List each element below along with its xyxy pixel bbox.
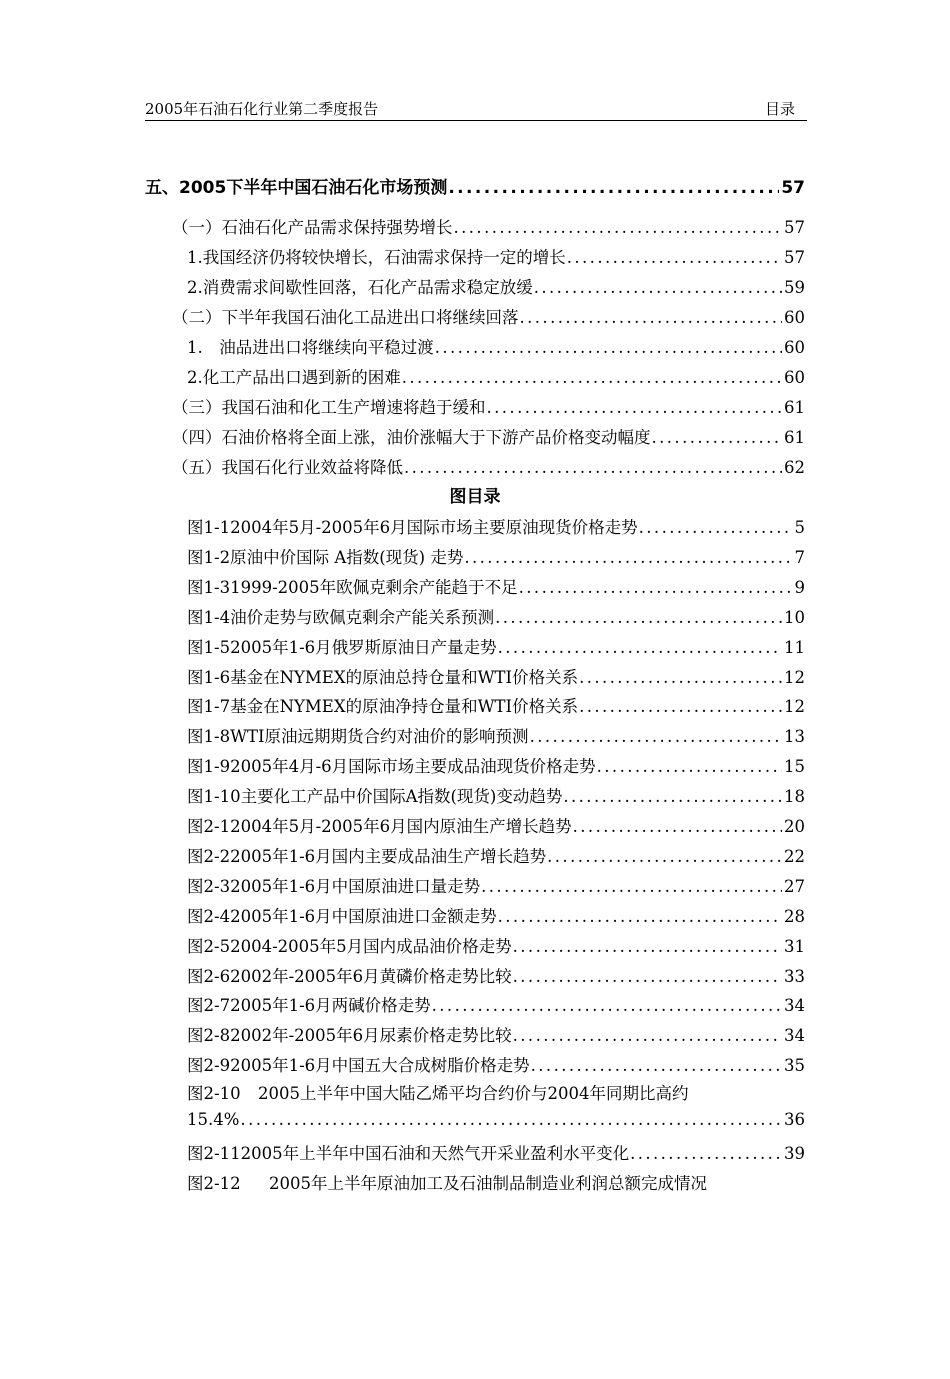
figure-entry[interactable] [187,933,805,957]
figure-page: 18 [784,787,805,807]
leader-dots [498,638,782,657]
figure-page: 11 [784,637,805,657]
figure-title: 2004年5月-2005年6月国内原油生产增长趋势 [230,817,572,836]
toc-section[interactable]: （三）我国石油和化工生产增速将趋于缓和 ..... 61 [172,394,805,418]
figure-page: 31 [784,936,805,956]
figure-label: 图1-5 [187,637,231,657]
figure-label: 图2-2 [187,846,231,866]
leader-dots [513,937,782,956]
toc-chapter[interactable]: 五、2005下半年中国石油石化市场预测 ..... 57 [145,173,805,198]
figure-title: 原油中价国际 A指数(现货) 走势 [230,547,464,567]
figure-label: 图1-9 [187,757,231,777]
leader-dots [448,178,779,198]
figure-label: 图2-1 [187,817,231,836]
figure-label: 图2-5 [187,936,231,956]
leader-dots [513,967,782,986]
figure-page: 34 [784,1026,805,1046]
figure-entry[interactable] [187,544,805,568]
figure-title: 2005年1-6月俄罗斯原油日产量走势 [230,637,497,657]
figure-label: 图1-10 [187,787,241,807]
figure-page: 12 [784,697,805,717]
figure-entry[interactable]: 图2-10 2005上半年中国大陆乙烯平均合约价与2004年同期比高约 [187,1084,689,1103]
leader-dots [579,697,782,716]
figure-entry[interactable] [187,992,805,1016]
toc-section[interactable]: 2.化工产品出口遇到新的困难 ..... 60 [187,364,805,388]
figure-page: 5 [794,518,805,537]
figure-label: 图1-4 [187,607,231,627]
leader-dots [579,668,782,687]
figure-page: 20 [784,817,805,836]
figure-title: 2005年1-6月中国原油进口金额走势 [230,906,497,926]
figure-entry[interactable] [187,634,805,658]
figure-title: 2002年-2005年6月黄磷价格走势比较 [230,966,512,986]
section-name: 目录 [764,100,795,118]
figure-label: 图2-4 [187,906,231,926]
figure-title: 主要化工产品中价国际A指数(现货)变动趋势 [240,787,563,807]
figure-entry[interactable] [187,813,805,837]
report-title: 2005年石油石化行业第二季度报告 [145,100,379,118]
figure-page: 34 [784,996,805,1016]
figure-page: 33 [784,966,805,986]
figure-entry[interactable] [187,1052,805,1076]
figure-title: 基金在NYMEX的原油总持仓量和WTI价格关系 [230,667,579,687]
toc-section[interactable]: 1.我国经济仍将较快增长，石油需求保持一定的增长 ..... 57 [187,244,805,268]
figure-entry[interactable] [187,1022,805,1046]
leader-dots [495,608,782,627]
figure-label: 图1-7 [187,697,231,717]
figure-page: 22 [784,846,805,866]
figure-page: 9 [794,577,805,597]
figure-index-title: 图目录 [449,487,501,507]
figure-entry[interactable] [187,903,805,927]
figure-label: 图1-2 [187,547,231,567]
toc-section[interactable]: （四）石油价格将全面上涨，油价涨幅大于下游产品价格变动幅度 ..... 61 [172,424,805,448]
figure-entry[interactable] [187,753,805,777]
figure-label: 图1-8 [187,727,231,747]
leader-dots [498,907,782,926]
figure-entry[interactable] [187,514,805,538]
leader-dots [432,996,782,1015]
figure-page: 12 [784,667,805,687]
figure-title: 1999-2005年欧佩克剩余产能趋于不足 [230,577,518,597]
figure-entry[interactable] [187,783,805,807]
leader-dots [563,787,782,806]
leader-dots [519,578,793,597]
figure-title: 2004年5月-2005年6月国际市场主要原油现货价格走势 [230,518,638,537]
figure-page: 7 [794,547,805,567]
figure-entry[interactable] [187,664,805,688]
toc-section[interactable]: （二）下半年我国石油化工品进出口将继续回落 ..... 60 [172,304,805,328]
toc-section[interactable]: （五）我国石化行业效益将降低 ..... 62 [172,454,805,478]
figure-title: 2005年1-6月中国五大合成树脂价格走势 [230,1056,530,1076]
leader-dots [573,817,782,836]
toc-section[interactable]: 1. 油品进出口将继续向平稳过渡 ..... 60 [187,334,805,358]
figure-label: 图1-3 [187,577,231,597]
figure-entry[interactable] [187,693,805,717]
figure-title: 2002年-2005年6月尿素价格走势比较 [230,1026,512,1046]
leader-dots [481,877,782,896]
figure-page: 15 [784,757,805,777]
leader-dots [513,1026,782,1045]
figure-title: 2005年1-6月两碱价格走势 [230,996,431,1016]
figure-label: 图2-7 [187,996,231,1016]
figure-entry[interactable] [187,604,805,628]
leader-dots [530,727,782,746]
figure-entry-continued[interactable]: 15.4% ..... 36 [187,1110,805,1129]
figure-label: 图2-8 [187,1026,231,1046]
figure-label: 图2-6 [187,966,231,986]
figure-title: 2004-2005年5月国内成品油价格走势 [230,936,512,956]
leader-dots [639,518,793,537]
figure-label: 图1-1 [187,518,231,537]
toc-section[interactable]: （一）石油石化产品需求保持强势增长 ..... 57 [172,214,805,238]
figure-label: 图2-3 [187,876,231,896]
figure-title: 油价走势与欧佩克剩余产能关系预测 [230,607,495,627]
figure-label: 图2-9 [187,1056,231,1076]
leader-dots [464,548,792,567]
figure-label: 图1-6 [187,667,231,687]
figure-page: 10 [784,607,805,627]
figure-title: 2005年1-6月国内主要成品油生产增长趋势 [230,846,547,866]
figure-page: 35 [784,1056,805,1076]
figure-entry[interactable] [187,963,805,987]
figure-entry[interactable]: 图2-12 2005年上半年原油加工及石油制品制造业利润总额完成情况 [187,1174,707,1193]
figure-entry[interactable] [187,574,805,598]
figure-title: 2005年4月-6月国际市场主要成品油现货价格走势 [230,757,596,777]
figure-title: WTI原油远期期货合约对油价的影响预测 [230,727,529,747]
figure-entry[interactable]: 图2-11 2005年上半年中国石油和天然气开采业盈利水平变化 ..... 39 [187,1140,805,1164]
figure-entry[interactable] [187,843,805,867]
figure-entry[interactable] [187,723,805,747]
figure-page: 27 [784,876,805,896]
figure-title: 基金在NYMEX的原油净持仓量和WTI价格关系 [230,697,579,717]
toc-section[interactable]: 2.消费需求间歇性回落，石化产品需求稳定放缓 ..... 59 [187,274,805,298]
leader-dots [547,847,782,866]
figure-page: 13 [784,727,805,747]
leader-dots [597,757,782,776]
figure-page: 28 [784,906,805,926]
figure-title: 2005年1-6月中国原油进口量走势 [230,876,481,896]
figure-entry[interactable] [187,873,805,897]
leader-dots [531,1056,782,1075]
